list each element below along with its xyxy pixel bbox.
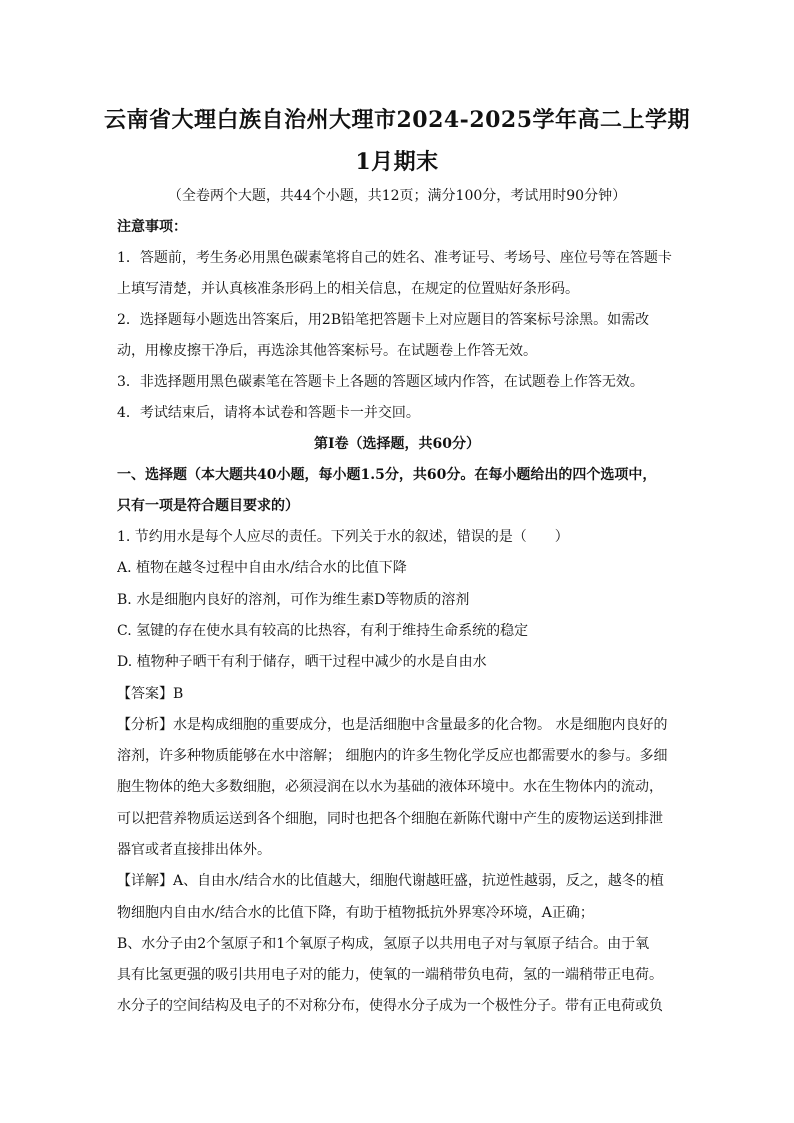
option-b: B. 水是细胞内良好的溶剂，可作为维生素D等物质的溶剂 (117, 592, 470, 608)
detail-line: 【详解】A、自由水/结合水的比值越大，细胞代谢越旺盛，抗逆性越弱，反之，越冬的植 (117, 873, 664, 889)
notice-line: 2．选择题每小题选出答案后，用2B铅笔把答题卡上对应题目的答案标号涂黑。如需改 (117, 312, 650, 328)
detail-line: 物细胞内自由水/结合水的比值下降，有助于植物抵抗外界寒冷环境，A正确； (117, 905, 594, 921)
part-title: 第Ⅰ卷（选择题，共60分） (313, 436, 481, 452)
exam-title-line-1: 云南省大理白族自治州大理市2024-2025学年高二上学期 (103, 107, 691, 133)
notice-line: 上填写清楚，并认真核准条形码上的相关信息，在规定的位置贴好条形码。 (117, 281, 579, 297)
exam-subtitle: （全卷两个大题，共44个小题，共12页；满分100分，考试用时90分钟） (167, 188, 627, 204)
analysis-line: 【分析】水是构成细胞的重要成分，也是活细胞中含量最多的化合物。 水是细胞内良好的 (117, 717, 668, 733)
option-a: A. 植物在越冬过程中自由水/结合水的比值下降 (117, 560, 407, 576)
notice-line: 动，用橡皮擦干净后，再选涂其他答案标号。在试题卷上作答无效。 (117, 343, 537, 359)
detail-line: 具有比氢更强的吸引共用电子对的能力，使氧的一端稍带负电荷，氢的一端稍带正电荷。 (117, 967, 663, 983)
option-d: D. 植物种子晒干有利于储存，晒干过程中减少的水是自由水 (117, 654, 487, 670)
notice-line: 1．答题前，考生务必用黑色碳素笔将自己的姓名、准考证号、考场号、座位号等在答题卡 (117, 250, 672, 266)
option-c: C. 氢键的存在使水具有较高的比热容，有利于维持生命系统的稳定 (117, 623, 529, 639)
analysis-line: 可以把营养物质运送到各个细胞，同时也把各个细胞在新陈代谢中产生的废物运送到排泄 (117, 811, 663, 827)
analysis-line: 溶剂，许多种物质能够在水中溶解； 细胞内的许多生物化学反应也都需要水的参与。多细 (117, 748, 668, 764)
notice-line: 3．非选择题用黑色碳素笔在答题卡上各题的答题区域内作答，在试题卷上作答无效。 (117, 374, 644, 390)
analysis-line: 胞生物体的绝大多数细胞，必须浸润在以水为基础的液体环境中。水在生物体内的流动， (117, 779, 663, 795)
section-instruction: 一、选择题（本大题共40小题，每小题1.5分，共60分。在每小题给出的四个选项中， (117, 467, 657, 483)
exam-title-line-2: 1月期末 (355, 149, 439, 175)
detail-line: B、水分子由2个氢原子和1个氧原子构成，氢原子以共用电子对与氧原子结合。由于氧 (117, 936, 650, 952)
answer: 【答案】B (117, 686, 184, 702)
section-instruction: 只有一项是符合题目要求的） (117, 498, 299, 514)
question-stem: 1. 节约用水是每个人应尽的责任。下列关于水的叙述，错误的是（ ） (117, 529, 569, 545)
notice-heading: 注意事项： (117, 219, 187, 235)
notice-line: 4．考试结束后，请将本试卷和答题卡一并交回。 (117, 405, 420, 421)
detail-line: 水分子的空间结构及电子的不对称分布，使得水分子成为一个极性分子。带有正电荷或负 (117, 998, 663, 1014)
analysis-line: 器官或者直接排出体外。 (117, 842, 271, 858)
